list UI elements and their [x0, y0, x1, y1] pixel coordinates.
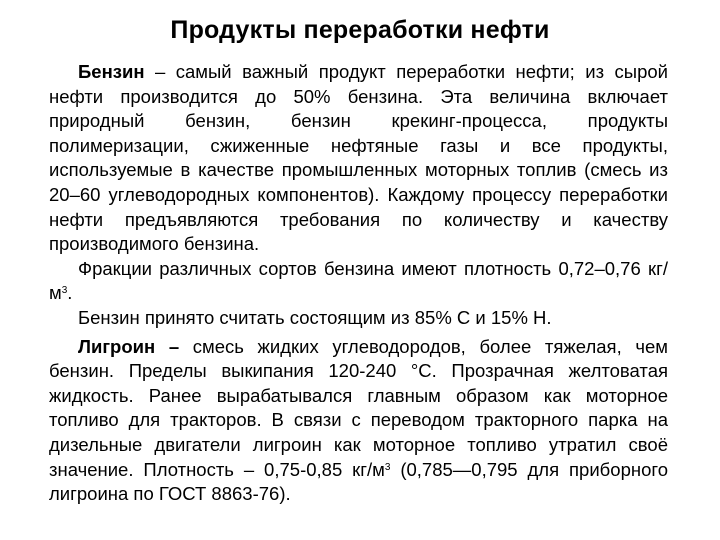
paragraph-gasoline: [49, 60, 668, 257]
density-text-end: .: [67, 282, 73, 304]
paragraph-gasoline-composition: [49, 306, 668, 331]
term-gasoline: Бензин: [78, 61, 145, 82]
density-superscript: 3: [61, 285, 68, 297]
paragraph-gasoline-text: – самый важный продукт переработки нефти; из сырой нефти производится до 50% бензина. Эта величина включает природный бензин, бензин крекинг-процесса, продукты полимеризации, сжиженные нефтяные газы и все продукты, используемые в качестве промышленных моторных топлив (смесь из 20–60 углеводородных компонентов). Каждому процессу переработки нефти предъявляются требования по количеству и качеству производимого бензина.: [49, 61, 668, 255]
density-text: Фракции различных сортов бензина имеют плотность 0,72–0,76 кг/м: [49, 257, 668, 304]
ligroin-text-end: (0,785—0,795 для приборного лигроина по ГОСТ 8863-76).: [49, 458, 668, 505]
ligroin-density-superscript: 3: [384, 461, 391, 473]
paragraph-ligroin: [49, 335, 668, 507]
composition-text: Бензин принято считать состоящим из 85% С и 15% Н.: [78, 306, 552, 328]
slide-body: [49, 60, 668, 507]
ligroin-text: смесь жидких углеводородов, более тяжелая, чем бензин. Пределы выкипания 120-240 °С. Прозрачная желтоватая жидкость. Ранее вырабатывался главным образом как моторное топливо для тракторов. В связи с переводом тракторного парка на дизельные двигатели лигроин как моторное топливо утратил своё значение. Плотность – 0,75-0,85 кг/м: [49, 335, 668, 480]
term-ligroin: Лигроин –: [78, 335, 180, 357]
paragraph-gasoline-density: [49, 257, 668, 306]
slide-title: Продукты переработки нефти: [170, 16, 550, 44]
